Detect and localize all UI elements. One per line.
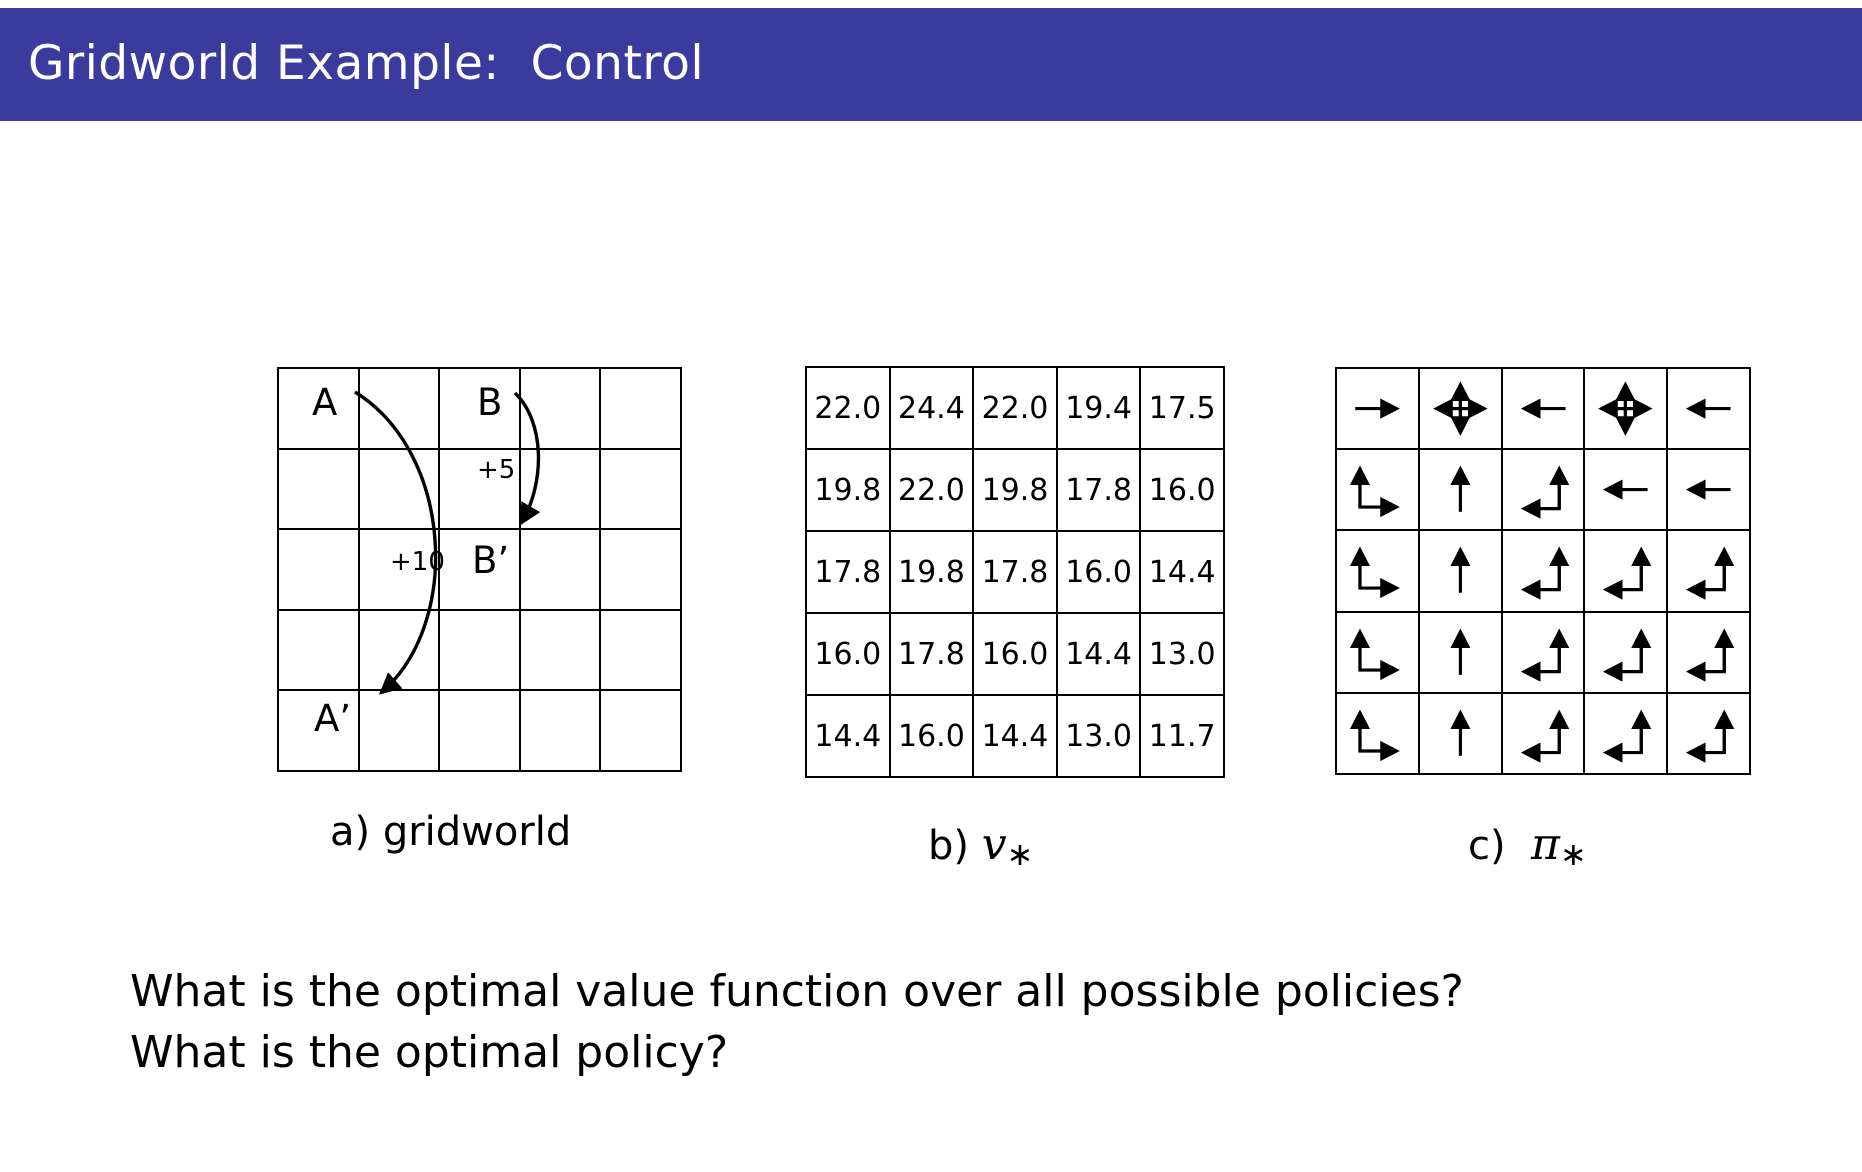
value-cell: 22.0 bbox=[974, 368, 1058, 450]
value-cell: 19.8 bbox=[891, 532, 975, 614]
label-B: B bbox=[477, 381, 503, 424]
grid-cell bbox=[279, 450, 360, 531]
value-cell: 14.4 bbox=[974, 696, 1058, 778]
caption-panel-b-subscript: ∗ bbox=[1006, 834, 1034, 873]
value-cell: 14.4 bbox=[807, 696, 891, 778]
grid-cell bbox=[601, 611, 682, 692]
value-cell: 16.0 bbox=[807, 614, 891, 696]
grid-cell-b-prime bbox=[521, 530, 602, 611]
value-cell: 13.0 bbox=[1058, 696, 1142, 778]
value-cell: 16.0 bbox=[891, 696, 975, 778]
policy-cell-up-left-icon bbox=[1585, 694, 1668, 775]
value-cell: 17.8 bbox=[1058, 450, 1142, 532]
label-A: A bbox=[312, 381, 338, 424]
question-line-1: What is the optimal value function over all possible policies? bbox=[130, 966, 1464, 1017]
policy-cell-up-icon bbox=[1420, 450, 1503, 531]
policy-cell-up-icon bbox=[1420, 613, 1503, 694]
caption-panel-b-prefix: b) bbox=[928, 823, 969, 869]
value-cell: 22.0 bbox=[807, 368, 891, 450]
grid-cell bbox=[279, 530, 360, 611]
grid-cell bbox=[521, 611, 602, 692]
value-cell: 16.0 bbox=[974, 614, 1058, 696]
policy-cell-up-right-icon bbox=[1337, 694, 1420, 775]
policy-cell-all-directions-icon bbox=[1420, 369, 1503, 450]
label-reward-from-B: +5 bbox=[477, 455, 516, 485]
value-cell: 19.4 bbox=[1058, 368, 1142, 450]
policy-cell-up-icon bbox=[1420, 694, 1503, 775]
grid-cell bbox=[279, 611, 360, 692]
grid-cell bbox=[601, 369, 682, 450]
grid-cell-a bbox=[360, 369, 441, 450]
policy-cell-right-icon bbox=[1337, 369, 1420, 450]
grid-cell bbox=[601, 530, 682, 611]
caption-panel-c-prefix: c) bbox=[1468, 823, 1506, 869]
policy-cell-up-left-icon bbox=[1585, 613, 1668, 694]
policy-cell-up-left-icon bbox=[1668, 613, 1751, 694]
policy-cell-left-icon bbox=[1668, 450, 1751, 531]
value-cell: 11.7 bbox=[1141, 696, 1225, 778]
value-cell: 17.8 bbox=[974, 532, 1058, 614]
grid-cell bbox=[601, 691, 682, 772]
value-cell: 17.5 bbox=[1141, 368, 1225, 450]
policy-cell-left-icon bbox=[1668, 369, 1751, 450]
value-cell: 16.0 bbox=[1141, 450, 1225, 532]
policy-cell-up-left-icon bbox=[1503, 613, 1586, 694]
policy-grid bbox=[1335, 367, 1751, 775]
grid-cell bbox=[440, 691, 521, 772]
value-cell: 17.8 bbox=[891, 614, 975, 696]
policy-cell-up-right-icon bbox=[1337, 613, 1420, 694]
value-cell: 13.0 bbox=[1141, 614, 1225, 696]
policy-cell-up-left-icon bbox=[1668, 531, 1751, 612]
policy-cell-left-icon bbox=[1503, 369, 1586, 450]
value-cell: 16.0 bbox=[1058, 532, 1142, 614]
panel-b-optimal-values bbox=[805, 366, 1225, 778]
grid-cell bbox=[521, 691, 602, 772]
value-cell: 17.8 bbox=[807, 532, 891, 614]
policy-cell-up-right-icon bbox=[1337, 450, 1420, 531]
policy-cell-up-icon bbox=[1420, 531, 1503, 612]
policy-cell-left-icon bbox=[1585, 450, 1668, 531]
grid-cell bbox=[601, 450, 682, 531]
label-A-prime: A’ bbox=[314, 697, 352, 740]
value-cell: 22.0 bbox=[891, 450, 975, 532]
policy-cell-up-left-icon bbox=[1585, 531, 1668, 612]
value-cell: 19.8 bbox=[807, 450, 891, 532]
value-cell: 14.4 bbox=[1141, 532, 1225, 614]
caption-panel-c-subscript: ∗ bbox=[1559, 834, 1587, 873]
grid-cell-b bbox=[521, 369, 602, 450]
value-function-grid bbox=[805, 366, 1225, 778]
policy-cell-up-left-icon bbox=[1668, 694, 1751, 775]
policy-cell-all-directions-icon bbox=[1585, 369, 1668, 450]
policy-cell-up-right-icon bbox=[1337, 531, 1420, 612]
value-cell: 19.8 bbox=[974, 450, 1058, 532]
panel-c-optimal-policy bbox=[1335, 367, 1751, 775]
policy-cell-up-left-icon bbox=[1503, 694, 1586, 775]
policy-cell-up-left-icon bbox=[1503, 450, 1586, 531]
caption-panel-c bbox=[1468, 819, 1587, 873]
grid-cell bbox=[360, 611, 441, 692]
question-block bbox=[130, 962, 1830, 1083]
grid-cell bbox=[440, 611, 521, 692]
caption-panel-b-symbol: v bbox=[981, 819, 1007, 870]
label-B-prime: B’ bbox=[472, 539, 510, 582]
question-line-2: What is the optimal policy? bbox=[130, 1026, 729, 1078]
panel-a-gridworld bbox=[277, 367, 682, 772]
grid-cell bbox=[521, 450, 602, 531]
policy-cell-up-left-icon bbox=[1503, 531, 1586, 612]
grid-cell-a-prime bbox=[360, 691, 441, 772]
caption-panel-b bbox=[928, 819, 1033, 873]
label-reward-from-A: +10 bbox=[390, 547, 445, 577]
caption-panel-a: a) gridworld bbox=[330, 809, 572, 855]
figure-gridworld-control bbox=[0, 121, 1862, 901]
caption-panel-c-symbol: π bbox=[1531, 819, 1560, 870]
value-cell: 24.4 bbox=[891, 368, 975, 450]
page-title: Gridworld Example: Control bbox=[28, 36, 704, 91]
grid-cell bbox=[360, 450, 441, 531]
slide-title-bar bbox=[0, 8, 1862, 121]
value-cell: 14.4 bbox=[1058, 614, 1142, 696]
